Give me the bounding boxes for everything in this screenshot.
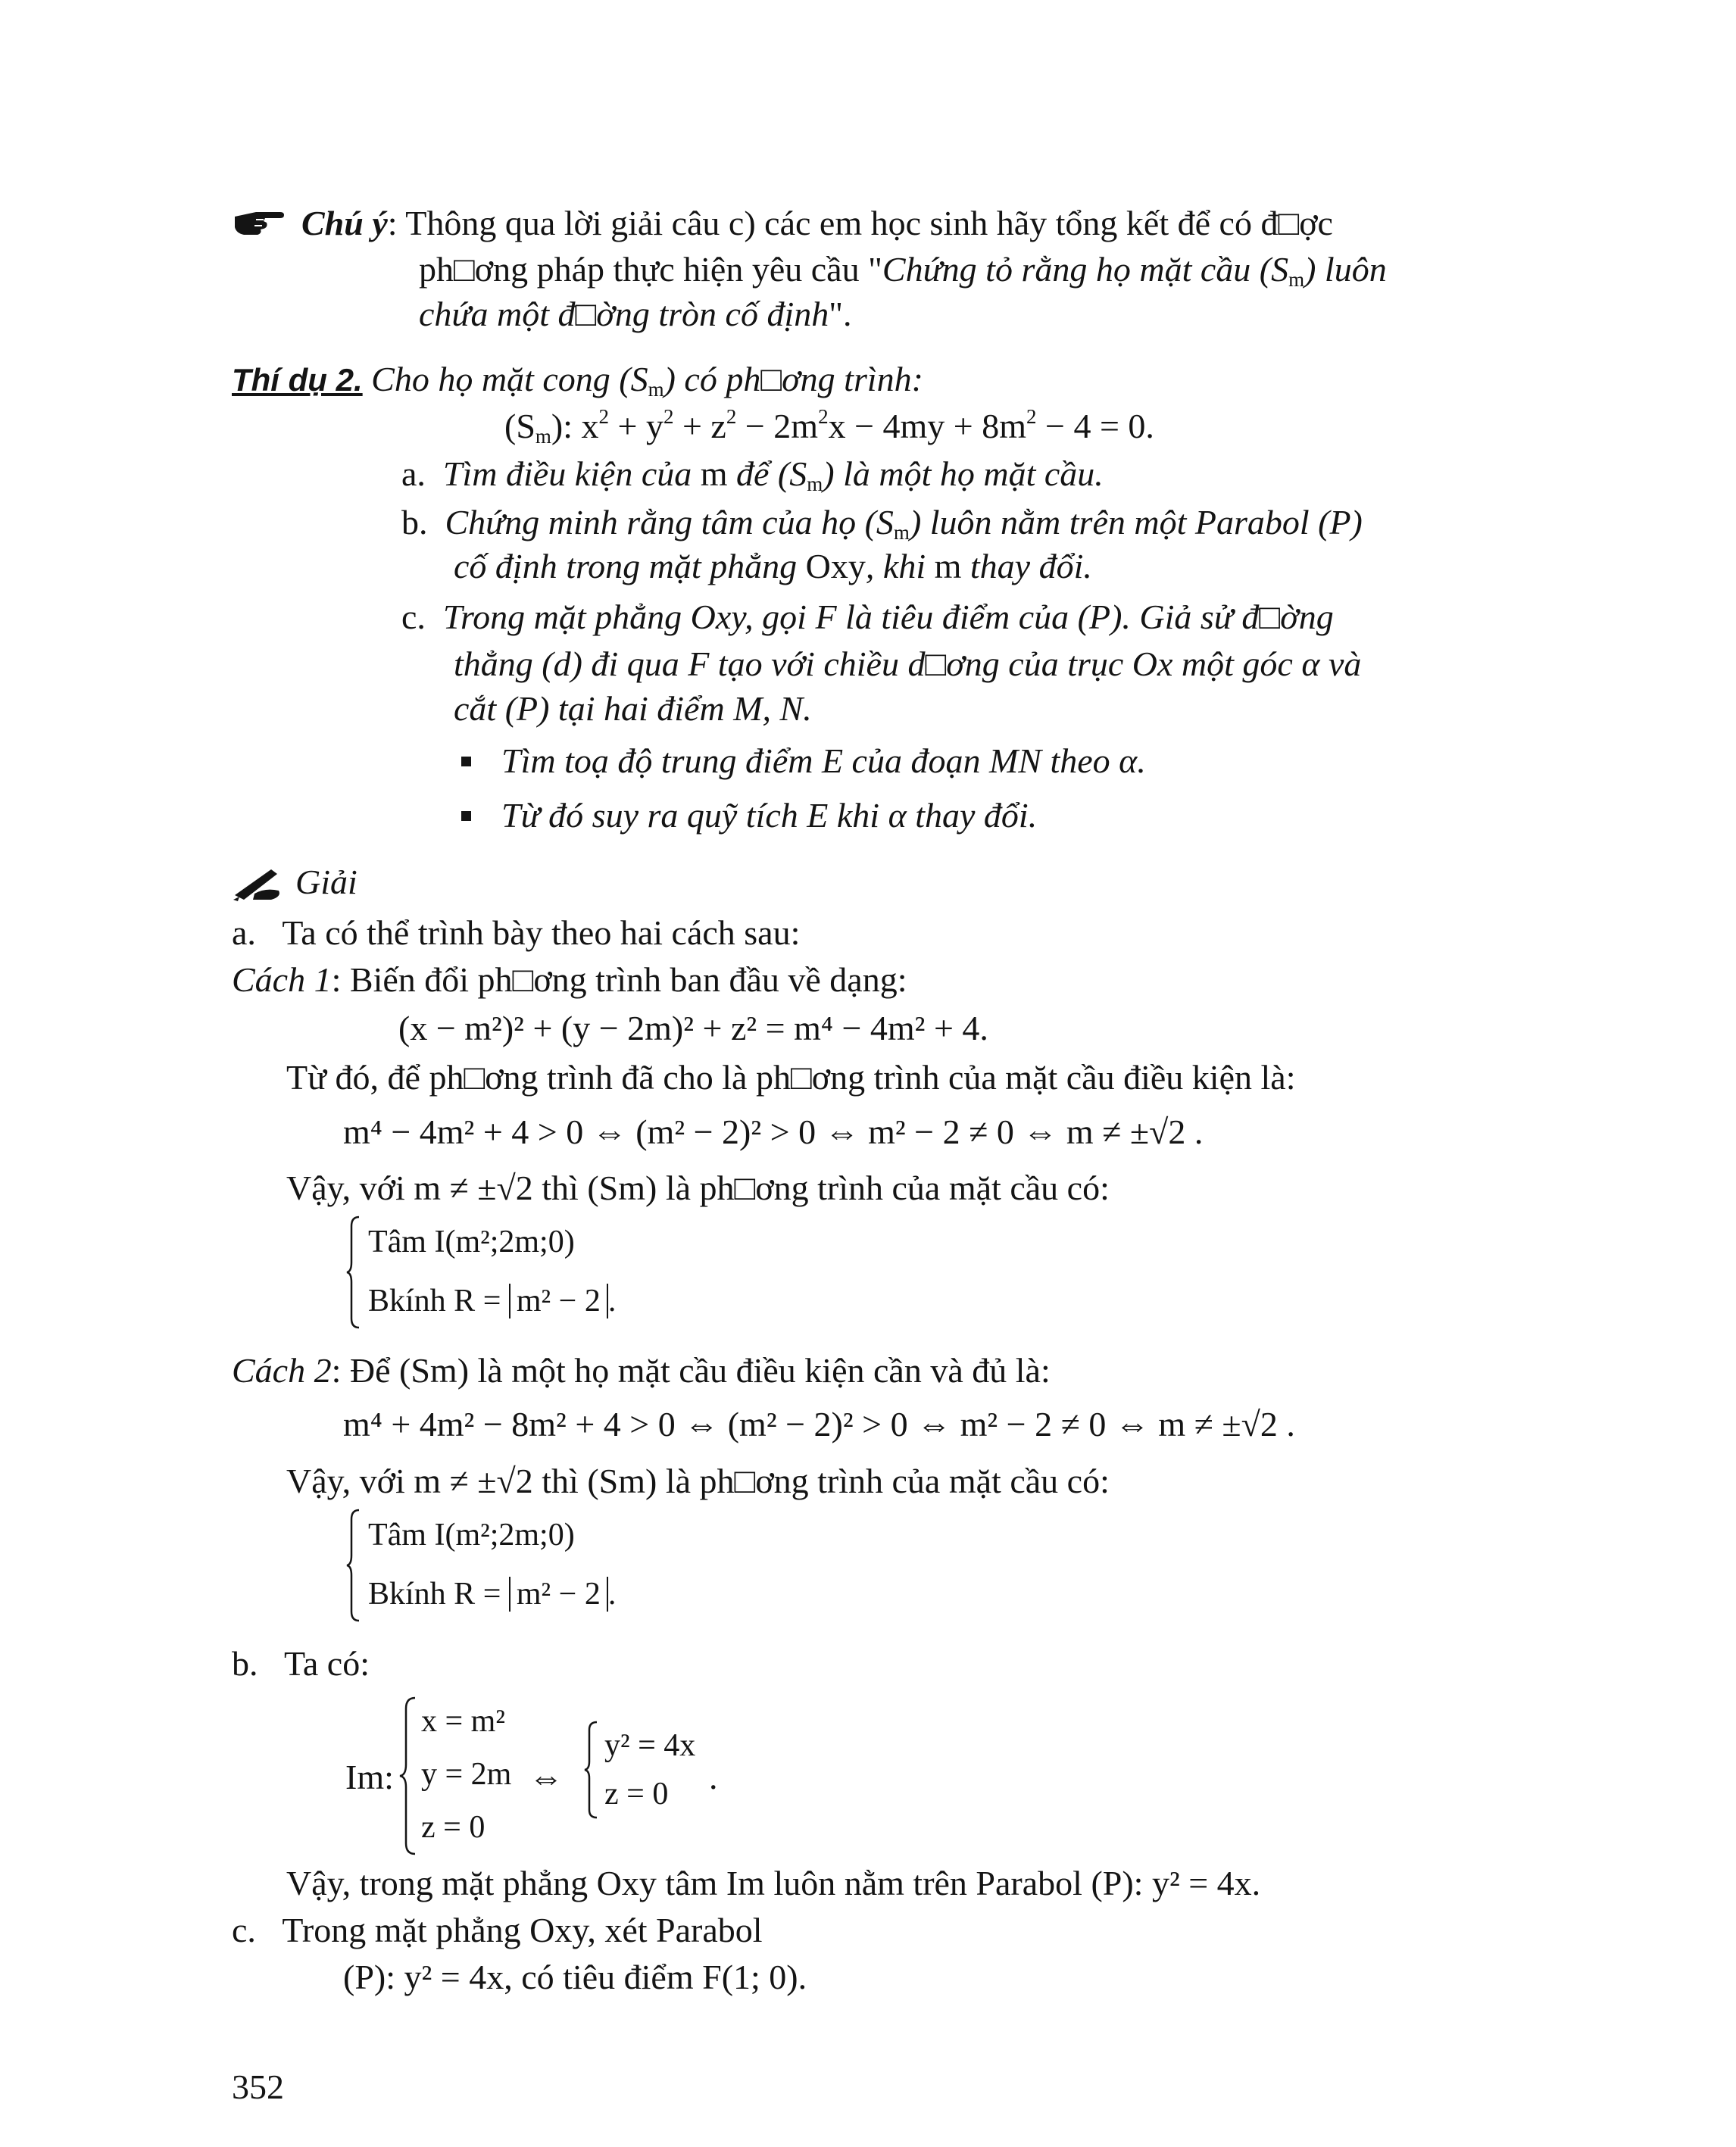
im-equiv: ⇔ xyxy=(529,1758,564,1796)
note-line-2: ph□ơng pháp thực hiện yêu cầu "Chứng tỏ rằng họ mặt cầu $(S_m)$ luôn xyxy=(419,250,1387,291)
im-end: . xyxy=(709,1758,718,1796)
solution-label: Giải xyxy=(295,863,358,901)
im-system-left: x = m² y = 2m z = 0 xyxy=(398,1696,550,1863)
cach-2: Cách 2: Để (Sm) là một họ mặt cầu điều kiện cần và đủ là: xyxy=(232,1351,1051,1390)
system-1: Tâm I(m²;2m;0) Bkính R = m² − 2 . xyxy=(345,1215,663,1337)
brace-icon xyxy=(398,1696,417,1855)
example-header: Thí dụ 2. Cho họ mặt cong $(S_m)$ có ph□ơng trình: xyxy=(232,360,923,401)
bullet-2: Từ đó suy ra quỹ tích E khi α thay đổi. xyxy=(461,794,1037,838)
im-system-right: y² = 4x z = 0 xyxy=(583,1721,750,1827)
note-label: Chú ý xyxy=(301,204,388,242)
example-equation: $(S_m)$: $x^2 + y^2 + z^2 - 2m^2x - 4my + 8m^2 - 4 = 0$. xyxy=(504,405,1154,448)
item-b-line-2: cố định trong mặt phẳng Oxy, khi m thay đổi. xyxy=(454,547,1092,585)
cond-1: m⁴ − 4m² + 4 > 0 ⇔ (m² − 2)² > 0 ⇔ m² − 2 ≠ 0 ⇔ m ≠ ±√2 . xyxy=(343,1113,1204,1151)
system-2: Tâm I(m²;2m;0) Bkính R = m² − 2 . xyxy=(345,1509,663,1630)
cach-1: Cách 1: Biến đổi ph□ơng trình ban đầu về dạng: xyxy=(232,960,907,999)
from-text: Từ đó, để ph□ơng trình đã cho là ph□ơng trình của mặt cầu điều kiện là: xyxy=(286,1058,1296,1097)
page-number: 352 xyxy=(232,2067,284,2106)
item-a: a. Tìm điều kiện của m để $(S_m)$ là một họ mặt cầu. xyxy=(401,454,1104,495)
item-c-line-3: cắt (P) tại hai điểm M, N. xyxy=(454,689,812,728)
brace-icon xyxy=(345,1509,361,1622)
note-line-3: chứa một đ□ờng tròn cố định". xyxy=(419,295,852,333)
cond-2: m⁴ + 4m² − 8m² + 4 > 0 ⇔ (m² − 2)² > 0 ⇔ m² − 2 ≠ 0 ⇔ m ≠ ±√2 . xyxy=(343,1405,1295,1443)
b-conclusion: Vậy, trong mặt phẳng Oxy tâm Im luôn nằm trên Parabol (P): y² = 4x. xyxy=(286,1864,1261,1902)
im-label: Im: xyxy=(345,1758,394,1796)
item-c-line-2: thẳng (d) đi qua F tạo với chiều d□ơng của trục Ox một góc α và xyxy=(454,644,1362,683)
note-text-1: Thông qua lời giải câu c) các em học sinh hãy tổng kết để có đ□ợc xyxy=(405,204,1333,242)
vay-2: Vậy, với m ≠ ±√2 thì (Sm) là ph□ơng trình của mặt cầu có: xyxy=(286,1462,1110,1500)
brace-icon xyxy=(345,1215,361,1329)
eq-1: (x − m²)² + (y − 2m)² + z² = m⁴ − 4m² + 4. xyxy=(398,1009,988,1047)
note-line-1: Chú ý: Thông qua lời giải câu c) các em học sinh hãy tổng kết để có đ□ợc xyxy=(301,204,1333,242)
brace-icon xyxy=(583,1721,598,1819)
vay-1: Vậy, với m ≠ ±√2 thì (Sm) là ph□ơng trình của mặt cầu có: xyxy=(286,1169,1110,1207)
sol-a: a. Ta có thể trình bày theo hai cách sau: xyxy=(232,913,801,952)
pointing-hand-icon xyxy=(233,206,285,236)
bullet-1: Tìm toạ độ trung điểm E của đoạn MN theo α. xyxy=(461,739,1146,783)
item-b-line-1: b. Chứng minh rằng tâm của họ $(S_m)$ luôn nằm trên một Parabol (P) xyxy=(401,503,1363,544)
writing-hand-icon xyxy=(232,865,285,903)
sol-c-line-2: (P): y² = 4x, có tiêu điểm F(1; 0). xyxy=(343,1958,807,1996)
example-title: Thí dụ 2. xyxy=(232,362,363,398)
sol-c: c. Trong mặt phẳng Oxy, xét Parabol xyxy=(232,1911,763,1949)
item-c-line-1: c. Trong mặt phẳng Oxy, gọi F là tiêu điểm của (P). Giả sử đ□ờng xyxy=(401,598,1334,636)
sol-b: b. Ta có: xyxy=(232,1644,370,1683)
